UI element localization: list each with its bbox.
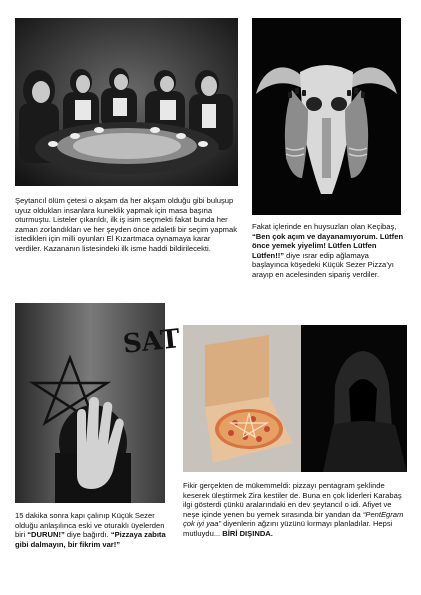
pizza-caption bbox=[183, 481, 407, 539]
caption-run: Fikir gerçekten de mükemmeldi: pizzayı pentagram şeklinde keserek üleştirmek Zira kestiler de. Buna en çok liderleri Karabaş ilgi gösterdi çünkü aralarındaki en dev şeytancıl o idi. Afiyet ve neşe içinde yenen bu yemek sırasında bir yandan da bbox=[183, 481, 402, 519]
caption-run: diye ısrar edip ağlamaya başlayınca köşedeki Küçük Sezer Pizza’yı arayıp en acelesinden sipariş verdiler. bbox=[252, 250, 394, 279]
wall-graffiti-text: SAT bbox=[121, 324, 182, 360]
caption-run: “PentEgram çok iyi yaa” bbox=[183, 509, 404, 529]
caption-run: BİRİ DIŞINDA. bbox=[222, 528, 273, 538]
seance-caption bbox=[15, 196, 239, 254]
caption-run: 15 dakika sonra kapı çalınıp Küçük Sezer olduğu anlaşılınca eski ve oturaklı üyelerden biri bbox=[15, 511, 165, 540]
hand-caption bbox=[15, 511, 167, 549]
skull-photo bbox=[252, 18, 401, 215]
skull-caption bbox=[252, 222, 404, 280]
caption-run: Fakat içlerinde en huysuzları olan Keçibaş, bbox=[252, 222, 397, 231]
caption-run: “Ben çok açım ve dayanamıyorum. Lütfen önce yemek yiyelim! Lütfen Lütfen Lütfen!!” bbox=[252, 231, 404, 260]
hand-photo bbox=[15, 303, 182, 503]
caption-run: Şeytancıl ölüm çetesi o akşam da her akşam olduğu gibi buluşup uyuz oldukları insanlara kuneklik yapmak için masa başına oturmuştu. Listeler çıkarıldı, ilk iş isim seçmekti fakat bunda her zaman zorlandıkları ve her şeyden önce adaletli bir seçim yapmak istedikleri için milli oyunları El Kızartmaca oynamaya karar verdiler. Kazananın listesindeki ilk isme haddi bildirilecekti. bbox=[15, 196, 238, 253]
caption-run: diyenlerin ağzını yüzünü kırmayı planladılar. Hepsi mutluydu... bbox=[183, 519, 393, 538]
caption-run: “DURUN!” bbox=[27, 530, 65, 540]
caption-run: “Pizzaya zabıta gibi dalmayın, bir fikrim var!” bbox=[15, 530, 166, 549]
seance-photo bbox=[15, 18, 238, 186]
caption-run: diye bağırdı. bbox=[64, 530, 111, 540]
pizza-photo bbox=[183, 325, 407, 472]
